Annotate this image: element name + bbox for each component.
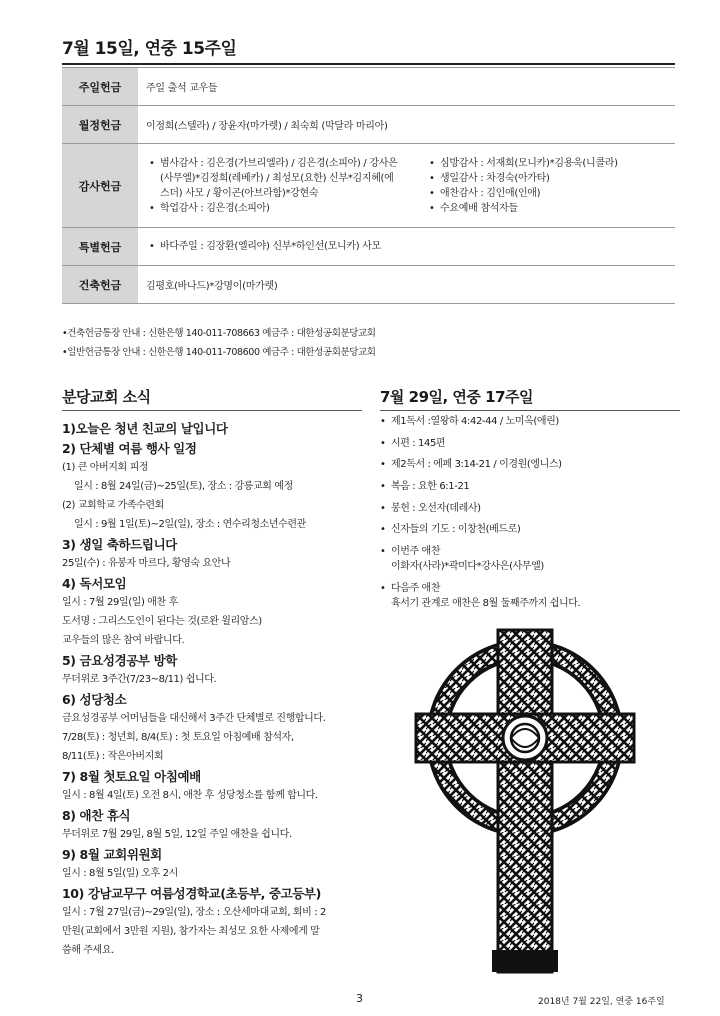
news-line: (1) 큰 아버지회 피정 xyxy=(62,462,149,473)
list-item: • 애찬감사 : 김인애(인애) xyxy=(426,186,618,201)
news-heading: 1)오늘은 청년 친교의 날입니다 xyxy=(62,421,228,436)
table-row xyxy=(62,68,675,106)
row-value: 김평호(바나드)*강명이(마가렛) xyxy=(138,266,675,304)
next-sunday-rule xyxy=(380,410,680,411)
page-title: 7월 15일, 연중 15주일 xyxy=(62,39,237,59)
news-line: 교우들의 많은 참여 바랍니다. xyxy=(62,635,185,646)
table-row xyxy=(62,228,675,266)
news-line: 일시 : 8월 4일(토) 오전 8시, 애찬 후 성당청소를 함께 합니다. xyxy=(62,790,318,801)
list-item-line: • 제2독서 : 에페 3:14-21 / 이경원(엥니스) xyxy=(391,459,562,471)
news-line: 금요성경공부 어머님들을 대신해서 3주간 단체별로 진행합니다. xyxy=(62,713,326,724)
title-rule xyxy=(62,63,675,65)
table-row xyxy=(62,144,675,228)
news-heading: 4) 독서모임 xyxy=(62,576,127,591)
bank-note: •건축헌금통장 안내 : 신한은행 140-011-708663 예금주 : 대한성공회분당교회 xyxy=(62,328,376,339)
thanks-col-1 xyxy=(146,156,414,216)
news-line: (2) 교회학교 가족수련회 xyxy=(62,500,164,511)
row-label: 건축헌금 xyxy=(62,266,138,304)
news-line: 무더위로 3주간(7/23~8/11) 쉽니다. xyxy=(62,674,217,685)
list-item-line: • 다음주 애찬 xyxy=(391,582,441,594)
row-value: 주일 출석 교우들 xyxy=(138,68,675,106)
list-item-line: • 제1독서 :열왕하 4:42-44 / 노미옥(애린) xyxy=(391,416,559,427)
news-line: 25일(수) : 유봉자 마르다, 황영숙 요안나 xyxy=(62,558,231,569)
news-heading: 3) 생일 축하드립니다 xyxy=(62,537,177,552)
list-item xyxy=(380,414,680,429)
table-row xyxy=(62,106,675,144)
list-item xyxy=(380,457,680,472)
list-item xyxy=(380,501,680,516)
list-item: • 생일감사 : 차경숙(아가타) xyxy=(426,171,618,186)
list-item: • 수요예배 참석자들 xyxy=(426,201,618,216)
list-item xyxy=(146,201,414,216)
row-value xyxy=(138,144,675,228)
list-item-line: • 학업감사 : 김은경(소피아) xyxy=(160,202,270,214)
footer-date: 2018년 7월 22일, 연중 16주일 xyxy=(538,997,665,1007)
page-number: 3 xyxy=(356,992,363,1005)
news-heading: 7) 8월 첫토요일 아침예배 xyxy=(62,769,201,784)
news-line: 일시 : 7월 29일(일) 애찬 후 xyxy=(62,597,178,608)
thanks-col-2 xyxy=(426,156,618,216)
news-title: 분당교회 소식 xyxy=(62,388,151,406)
news-rule xyxy=(62,410,362,411)
next-sunday-list xyxy=(380,414,680,618)
list-item-line: (사무엘)*김정희(레베카) / 최성모(요한) 신부*김지혜(에 xyxy=(160,172,394,184)
news-line: 일시 : 8월 24일(금)~25일(토), 장소 : 강릉교회 예정 xyxy=(74,481,293,492)
list-item xyxy=(380,436,680,451)
news-line: 일시 : 8월 5일(일) 오후 2시 xyxy=(62,868,178,879)
news-heading: 2) 단체별 여름 행사 일정 xyxy=(62,441,197,456)
list-item xyxy=(380,522,680,537)
list-item-line: 휵서기 관계로 애찬은 8월 둘째주까지 쉽니다. xyxy=(391,597,581,609)
news-heading: 5) 금요성경공부 방학 xyxy=(62,653,177,668)
news-line: 7/28(토) : 청년회, 8/4(토) : 첫 토요일 아침예배 참석자, xyxy=(62,732,294,743)
news-heading: 9) 8월 교회위원회 xyxy=(62,847,162,862)
offering-table xyxy=(62,67,675,304)
news-line: 일시 : 9월 1일(토)~2일(일), 장소 : 연수리청소년수련관 xyxy=(74,519,306,530)
list-item xyxy=(380,581,680,611)
news-heading: 8) 애찬 휴식 xyxy=(62,808,131,823)
next-sunday-title: 7월 29일, 연중 17주일 xyxy=(380,388,533,406)
list-item-line: • 시편 : 145편 xyxy=(391,437,446,449)
news-line: 도서명 : 그리스도인이 된다는 것(로완 윌리암스) xyxy=(62,616,262,627)
list-item-line: 이화자(사라)*곽미다*강사은(사무엘) xyxy=(391,561,544,573)
news-line: 일시 : 7월 27일(금)~29일(일), 장소 : 오산세마대교회, 회비 : 2 xyxy=(62,907,326,918)
row-value xyxy=(138,228,675,266)
list-item-line: 스더) 사모 / 황이곤(아브라함)*강현숙 xyxy=(160,187,319,199)
list-item xyxy=(380,479,680,494)
list-item xyxy=(380,544,680,574)
list-item-line: • 이번주 애찬 xyxy=(391,546,441,558)
news-heading: 6) 성당청소 xyxy=(62,692,127,707)
bank-note: •일반헌금통장 안내 : 신한은행 140-011-708600 예금주 : 대한성공회분당교회 xyxy=(62,347,376,358)
row-label: 주일헌금 xyxy=(62,68,138,106)
list-item xyxy=(146,156,414,201)
list-item-line: • 복음 : 요한 6:1-21 xyxy=(391,481,470,493)
row-value: 이정희(스텔라) / 장윤자(마가렛) / 최숙희 (막달라 마리아) xyxy=(138,106,675,144)
list-item-line: • 범사감사 : 김은경(가브리엘라) / 김은경(소피아) / 강사은 xyxy=(160,157,398,169)
row-label: 월정헌금 xyxy=(62,106,138,144)
list-item-line: • 봉헌 : 오선자(데레사) xyxy=(391,502,481,514)
table-row xyxy=(62,266,675,304)
news-heading: 10) 강남교무구 여름성경학교(초등부, 중고등부) xyxy=(62,886,321,901)
row-label: 감사헌금 xyxy=(62,144,138,228)
list-item: • 심방감사 : 서재희(모니카)*김용욱(니콜라) xyxy=(426,156,618,171)
celtic-cross-icon xyxy=(414,628,636,974)
list-item-line: • 신자들의 기도 : 이창천(베드로) xyxy=(391,524,521,536)
news-line: 무더위로 7월 29일, 8월 5일, 12일 주일 애찬을 쉽니다. xyxy=(62,829,292,840)
news-line: 만원(교회에서 3만원 지원), 참가자는 최성모 요한 사제에게 말 xyxy=(62,926,320,937)
news-line: 씀해 주세요. xyxy=(62,945,114,956)
list-item: • 바다주일 : 김장환(엘리야) 신부*하인선(모니카) 사모 xyxy=(146,239,674,254)
news-list xyxy=(62,418,362,960)
news-line: 8/11(토) : 작은아버지회 xyxy=(62,751,164,762)
row-label: 특별헌금 xyxy=(62,228,138,266)
